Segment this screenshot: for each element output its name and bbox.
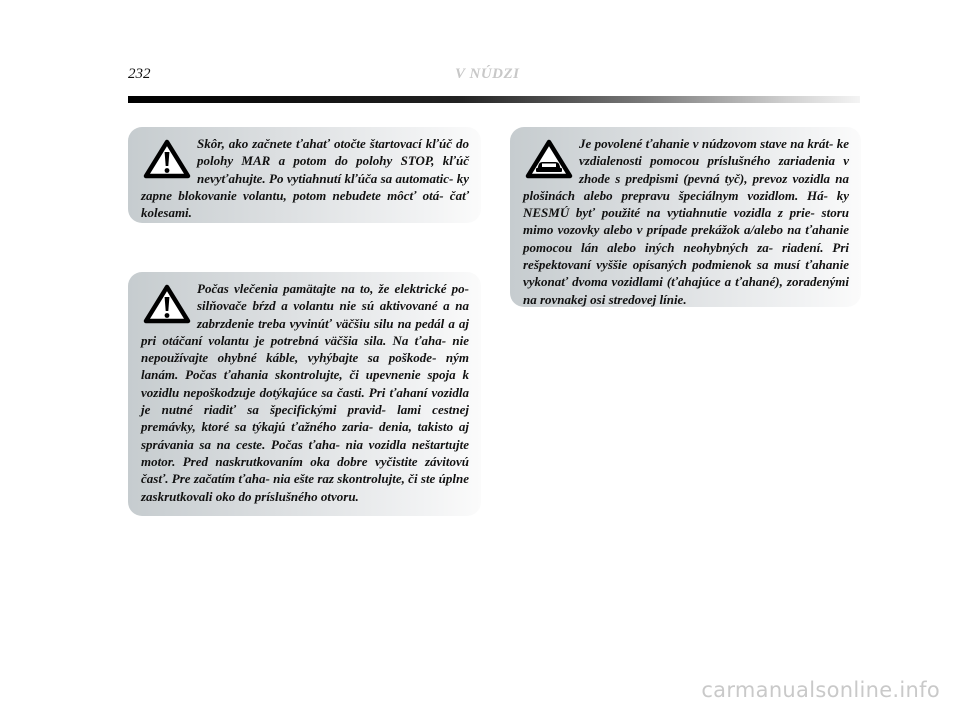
warning-note-towing — [128, 272, 481, 516]
warning-note-text: Skôr, ako začnete ťahať otočte štartovací kľúč do polohy MAR a potom do polohy STOP, kľúč nevyťahujte. Po vytiahnutí kľúča sa automatic- ky zapne blokovanie volantu, potom nebudete môcť otá- čať kolesami. — [141, 136, 469, 221]
warning-triangle-car-icon — [525, 139, 573, 179]
page-number: 232 — [128, 66, 151, 82]
warning-triangle-exclamation-icon — [143, 284, 191, 324]
section-title: V NÚDZI — [455, 66, 520, 82]
warning-note-text: Počas vlečenia pamätajte na to, že elektrické po- silňovače bŕzd a volantu nie sú aktivované a na zabrzdenie treba vyvinúť väčšiu silu na pedál a aj pri otáčaní volantu je potrebná väčšia sila. Na ťaha- nie nepoužívajte ohybné káble, vyhýbajte sa poškode- ným lanám. Počas ťahania skontrolujte, či upevnenie spoja k vozidlu nepoškodzuje dotýkajúce sa časti. Pri ťahaní vozidla je nutné riadiť sa špecifickými pravid- lami cestnej premávky, ktoré sa týkajú ťažného zaria- denia, takisto aj správania sa na ceste. Počas ťaha- nia vozidla neštartujte motor. Pred naskrutkovaním oka dobre vyčistite závitovú časť. Pre začatím ťaha- nia ešte raz skontrolujte, či ste úplne zaskrutkovali oko do príslušného otvoru. — [141, 281, 469, 504]
info-note-text: Je povolené ťahanie v núdzovom stave na krát- ke vzdialenosti pomocou príslušného zariadenia v zhode s predpismi (pevná tyč), prevoz vozidla na plošinách alebo prepravu špeciálnym vozidlom. Há- ky NESMÚ byť použité na vytiahnutie vozidla z prie- storu mimo vozovky alebo v prípade prekážok a/alebo na ťahanie pomocou lán alebo iných neohybných za- riadení. Pri rešpektovaní vyššie opísaných podmienok sa musí ťahanie vykonať dvoma vozidlami (ťahajúce a ťahané), zoradenými na rovnakej osi stredovej línie. — [523, 136, 849, 307]
warning-triangle-exclamation-icon — [143, 139, 191, 179]
warning-note-ignition — [128, 127, 481, 223]
header-rule — [128, 96, 860, 103]
watermark: carmanualsonline.info — [701, 678, 940, 702]
info-note-towing-rules — [510, 127, 861, 307]
